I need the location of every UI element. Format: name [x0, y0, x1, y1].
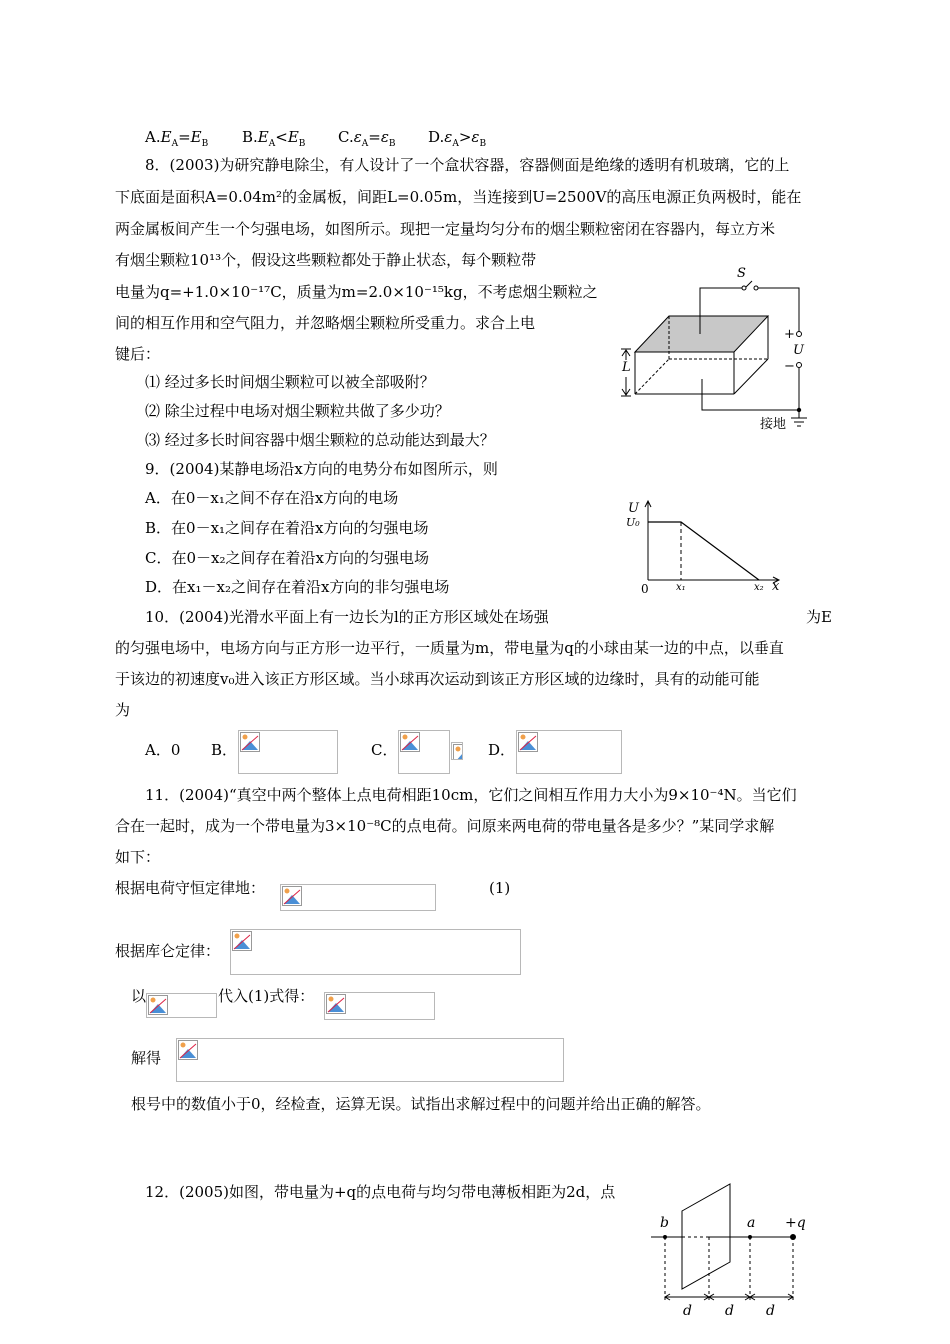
y-axis-label: U	[628, 501, 639, 516]
length-label: L	[622, 360, 631, 375]
q8-question-2: ⑵ 除尘过程中电场对烟尘颗粒共做了多少功？	[145, 402, 450, 420]
q11-substitute-prefix: 以	[131, 987, 147, 1005]
point-b-label: b	[660, 1215, 669, 1231]
q10-option-c-label: C．	[371, 741, 398, 759]
q10-option-b-label: B．	[211, 741, 238, 759]
q7-option-a: $A.E_A=E_B$	[145, 128, 209, 149]
broken-image-icon	[232, 931, 252, 951]
ground-label: 接地	[760, 417, 787, 432]
switch-label: S	[737, 266, 746, 281]
voltage-label: U	[793, 343, 804, 358]
q11-line-1: 11．(2004)“真空中两个整体上点电荷相距10cm，它们之间相互作用力大小为9×10⁻⁴N。当它们	[145, 786, 797, 804]
q10-option-d-image	[516, 730, 622, 774]
x2-label: x₂	[754, 582, 764, 593]
q7-option-c: $C.\varepsilon_A=\varepsilon_B$	[338, 128, 396, 149]
broken-image-icon	[240, 732, 260, 752]
q10-option-d-label: D．	[488, 741, 516, 759]
q11-solution-image	[176, 1038, 564, 1082]
q9-potential-graph	[622, 498, 787, 598]
q8-line-5: 电量为q=+1.0×10⁻¹⁷C，质量为m=2.0×10⁻¹⁵kg，不考虑烟尘颗粒之	[115, 283, 598, 301]
q8-capacitor-figure	[610, 262, 815, 434]
q9-option-d: D．在x₁－x₂之间存在着沿x方向的非匀强电场	[145, 578, 450, 596]
q11-solve-label: 解得	[131, 1049, 162, 1067]
q10-line-1-end: 为E	[806, 608, 832, 626]
broken-image-icon	[453, 744, 463, 760]
q12-charge-plate-figure	[645, 1180, 815, 1320]
broken-image-icon	[148, 995, 168, 1015]
charge-label: +q	[785, 1215, 806, 1231]
q8-line-3: 两金属板间产生一个匀强电场，如图所示。现把一定量均匀分布的烟尘颗粒密闭在容器内，每立方米	[115, 220, 776, 238]
q10-option-c-image-2	[451, 742, 463, 760]
q8-line-1: 8．(2003)为研究静电除尘，有人设计了一个盒状容器，容器侧面是绝缘的透明有机玻璃，它的上	[145, 156, 790, 174]
q9-option-a: A．在0－x₁之间不存在沿x方向的电场	[145, 489, 399, 507]
q11-line-3: 如下：	[115, 848, 161, 866]
q11-substituted-equation-image	[324, 992, 435, 1020]
q11-coulomb-label: 根据库仑定律：	[115, 942, 221, 960]
q9-option-c: C．在0－x₂之间存在着沿x方向的匀强电场	[145, 549, 429, 567]
distance-label-2: d	[725, 1303, 734, 1319]
distance-label-1: d	[683, 1303, 692, 1319]
q8-line-6: 间的相互作用和空气阻力，并忽略烟尘颗粒所受重力。求合上电	[115, 314, 536, 332]
q10-option-a: A．0	[145, 741, 181, 759]
q10-line-4: 为	[115, 701, 131, 719]
q11-substitute-image	[146, 993, 217, 1018]
q12-stem: 12．(2005)如图，带电量为+q的点电荷与均匀带电薄板相距为2d，点	[145, 1183, 616, 1201]
broken-image-icon	[518, 732, 538, 752]
q8-question-1: ⑴ 经过多长时间烟尘颗粒可以被全部吸附？	[145, 373, 435, 391]
u0-label: U₀	[626, 516, 640, 529]
minus-sign: −	[784, 359, 795, 374]
q11-coulomb-equation-image	[230, 929, 521, 975]
q7-option-d: $D.\varepsilon_A>\varepsilon_B$	[428, 128, 487, 149]
q7-option-b: $B.E_A<E_B$	[242, 128, 306, 149]
plus-sign: +	[784, 327, 795, 342]
q9-option-b: B．在0－x₁之间存在着沿x方向的匀强电场	[145, 519, 429, 537]
q10-line-1: 10．(2004)光滑水平面上有一边长为l的正方形区域处在场强	[145, 608, 549, 626]
q8-line-2: 下底面是面积A=0.04m²的金属板，间距L=0.05m，当连接到U=2500V的高压电源正负两极时，能在	[115, 188, 802, 206]
q8-line-7: 键后：	[115, 345, 161, 363]
q11-line-2: 合在一起时，成为一个带电量为3×10⁻⁸C的点电荷。问原来两电荷的带电量各是多少？”某同学求解	[115, 817, 775, 835]
q8-line-4: 有烟尘颗粒10¹³个，假设这些颗粒都处于静止状态，每个颗粒带	[115, 251, 537, 269]
q10-option-b-image	[238, 730, 338, 774]
origin-label: 0	[641, 582, 649, 596]
broken-image-icon	[282, 886, 302, 906]
x1-label: x₁	[676, 582, 686, 593]
q10-line-2: 的匀强电场中，电场方向与正方形一边平行，一质量为m，带电量为q的小球由某一边的中点，以垂直	[115, 639, 784, 657]
broken-image-icon	[400, 732, 420, 752]
q11-equation-number: (1)	[489, 879, 511, 897]
broken-image-icon	[178, 1040, 198, 1060]
q8-question-3: ⑶ 经过多长时间容器中烟尘颗粒的总动能达到最大？	[145, 431, 495, 449]
q11-substitute-suffix: 代入(1)式得：	[218, 987, 315, 1005]
q11-conservation-label: 根据电荷守恒定律地：	[115, 879, 266, 897]
point-a-label: a	[747, 1215, 756, 1231]
q10-option-c-image	[398, 730, 450, 774]
q11-conclusion: 根号中的数值小于0，经检查，运算无误。试指出求解过程中的问题并给出正确的解答。	[131, 1095, 711, 1113]
q11-equation-1-image	[280, 884, 436, 911]
x-axis-label: x	[772, 579, 780, 594]
distance-label-3: d	[766, 1303, 775, 1319]
q9-stem: 9．(2004)某静电场沿x方向的电势分布如图所示，则	[145, 460, 498, 478]
broken-image-icon	[326, 994, 346, 1014]
q10-line-3: 于该边的初速度v₀进入该正方形区域。当小球再次运动到该正方形区域的边缘时，具有的动能可能	[115, 670, 760, 688]
